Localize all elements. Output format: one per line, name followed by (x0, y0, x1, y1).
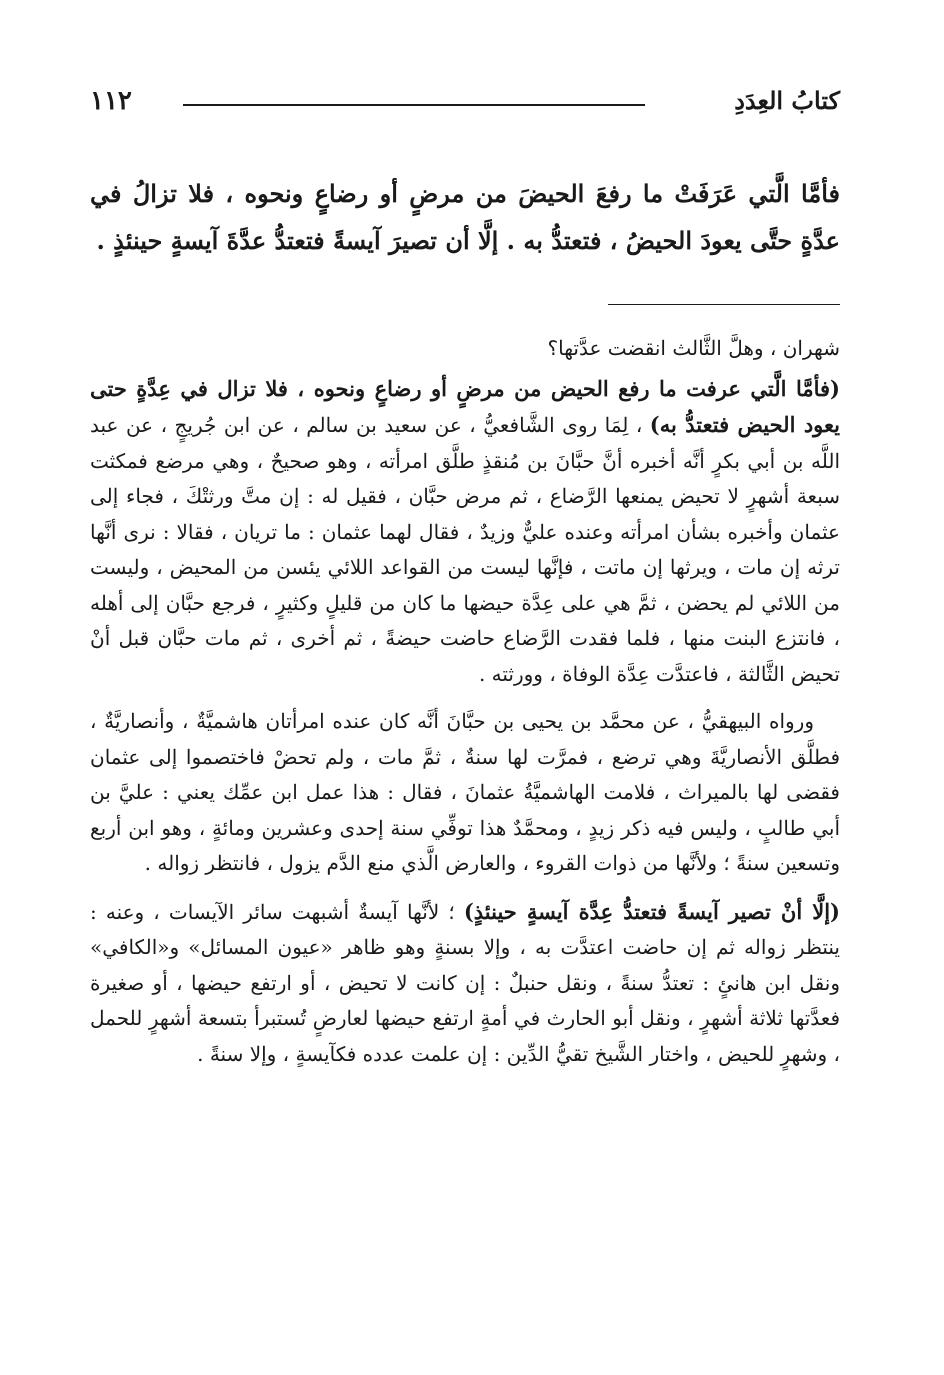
page-header (90, 70, 840, 120)
running-title: كتابُ العِدَدِ (734, 86, 840, 115)
book-page (90, 70, 840, 1084)
commentary-paragraph (90, 371, 840, 693)
commentary-text: ، لِمَا روى الشَّافعيُّ ، عن سعيد بن سالم ، عن ابن جُريجٍ ، عن عبد اللَّه بن أبي بكرٍ أنَّه أخبره أنَّ حبَّانَ بن مُنقذٍ طلَّق امرأته ، وهو صحيحٌ ، وهي مرضع فمكثت سبعة أشهرٍ لا تحيض يمنعها الرَّضاع ، ثم مرض حبَّان ، فقيل له : إن متَّ ورثتْكَ ، فجاء إلى عثمان وأخبره بشأن امرأته وعنده عليٌّ وزيدٌ ، فقال لهما عثمان : ما تريان ، فقالا : نرى أنَّها ترثه إن مات ، ويرثها إن ماتت ، فإنَّها ليست من القواعد اللائي يئسن من المحيض ، وليست من اللائي لم يحضن ، ثمَّ هي على عِدَّة حيضها ما كان من قليلٍ وكثيرٍ ، فرجع حبَّان إلى أهله ، فانتزع البنت منها ، فلما فقدت الرَّضاع حاضت حيضةً ، ثم أخرى ، ثم مات حبَّان قبل أنْ تحيض الثَّالثة ، فاعتدَّت عِدَّة الوفاة ، وورثته . (90, 413, 840, 686)
page-number: ١١٢ (90, 86, 132, 116)
matn-text: فأمَّا الَّتي عَرَفَتْ ما رفعَ الحيضَ من مرضٍ أو رضاعٍ ونحوه ، فلا تزالُ في عدَّةٍ حتَّى يعودَ الحيضُ ، فتعتدُّ به . إلَّا أن تصيرَ آيسةً فتعتدُّ عدَّةَ آيسةٍ حينئذٍ . (90, 179, 840, 255)
header-rule (183, 104, 645, 106)
commentary-text: ؛ لأنَّها آيسةٌ أشبهت سائر الآيسات ، وعنه : ينتظر زواله ثم إن حاضت اعتدَّت به ، وإلا بسنةٍ وهو ظاهر «عيون المسائل» و«الكافي» ونقل ابن هانئٍ : تعتدُّ سنةً ، ونقل حنبلٌ : إن كانت لا تحيض ، أو ارتفع حيضها ، أو صغيرة فعدَّتها ثلاثة أشهرٍ ، ونقل أبو الحارث في أمةٍ ارتفع حيضها لعارضٍ تُستبرأ بتسعة أشهرٍ للحمل ، وشهرٍ للحيض ، واختار الشَّيخ تقيُّ الدِّين : إن علمت عدده فكآيسةٍ ، وإلا سنةً . (90, 899, 840, 1066)
footnote-separator (608, 304, 840, 305)
commentary (90, 331, 840, 1072)
commentary-paragraph: ورواه البيهقيُّ ، عن محمَّد بن يحيى بن حبَّانَ أنَّه كان عنده امرأتان هاشميَّةٌ ، وأنصاريَّةٌ ، فطلَّق الأنصاريَّةَ وهي ترضع ، فمرَّت لها سنةٌ ، ثمَّ مات ، ولم تحضْ فاختصموا إلى عثمان فقضى لها بالميراث ، فلامت الهاشميَّةُ عثمانَ ، فقال : هذا عمل ابن عمِّك يعني : عليَّ بن أبي طالبٍ ، وليس فيه ذكر زيدٍ ، ومحمَّدٌ هذا توفِّي سنة إحدى وعشرين ومائةٍ ، وهو ابن أربع وتسعين سنةً ؛ ولأنَّها من ذوات القروء ، والعارض الَّذي منع الدَّم يزول ، فانتظر زواله . (90, 709, 840, 875)
quoted-matn: (فأمَّا الَّتي عرفت ما رفع الحيض من مرضٍ أو رضاعٍ ونحوه ، فلا تزال في عِدَّةٍ حتى يعود الحيض فتعتدُّ به) (90, 375, 841, 437)
commentary-paragraph: شهران ، وهلَّ الثَّالث انقضت عدَّتها؟ (547, 336, 840, 360)
quoted-matn: (إلَّا أنْ تصير آيسةً فتعتدُّ عِدَّة آيسةٍ حينئذٍ) (463, 898, 840, 924)
commentary-paragraph (90, 894, 840, 1073)
